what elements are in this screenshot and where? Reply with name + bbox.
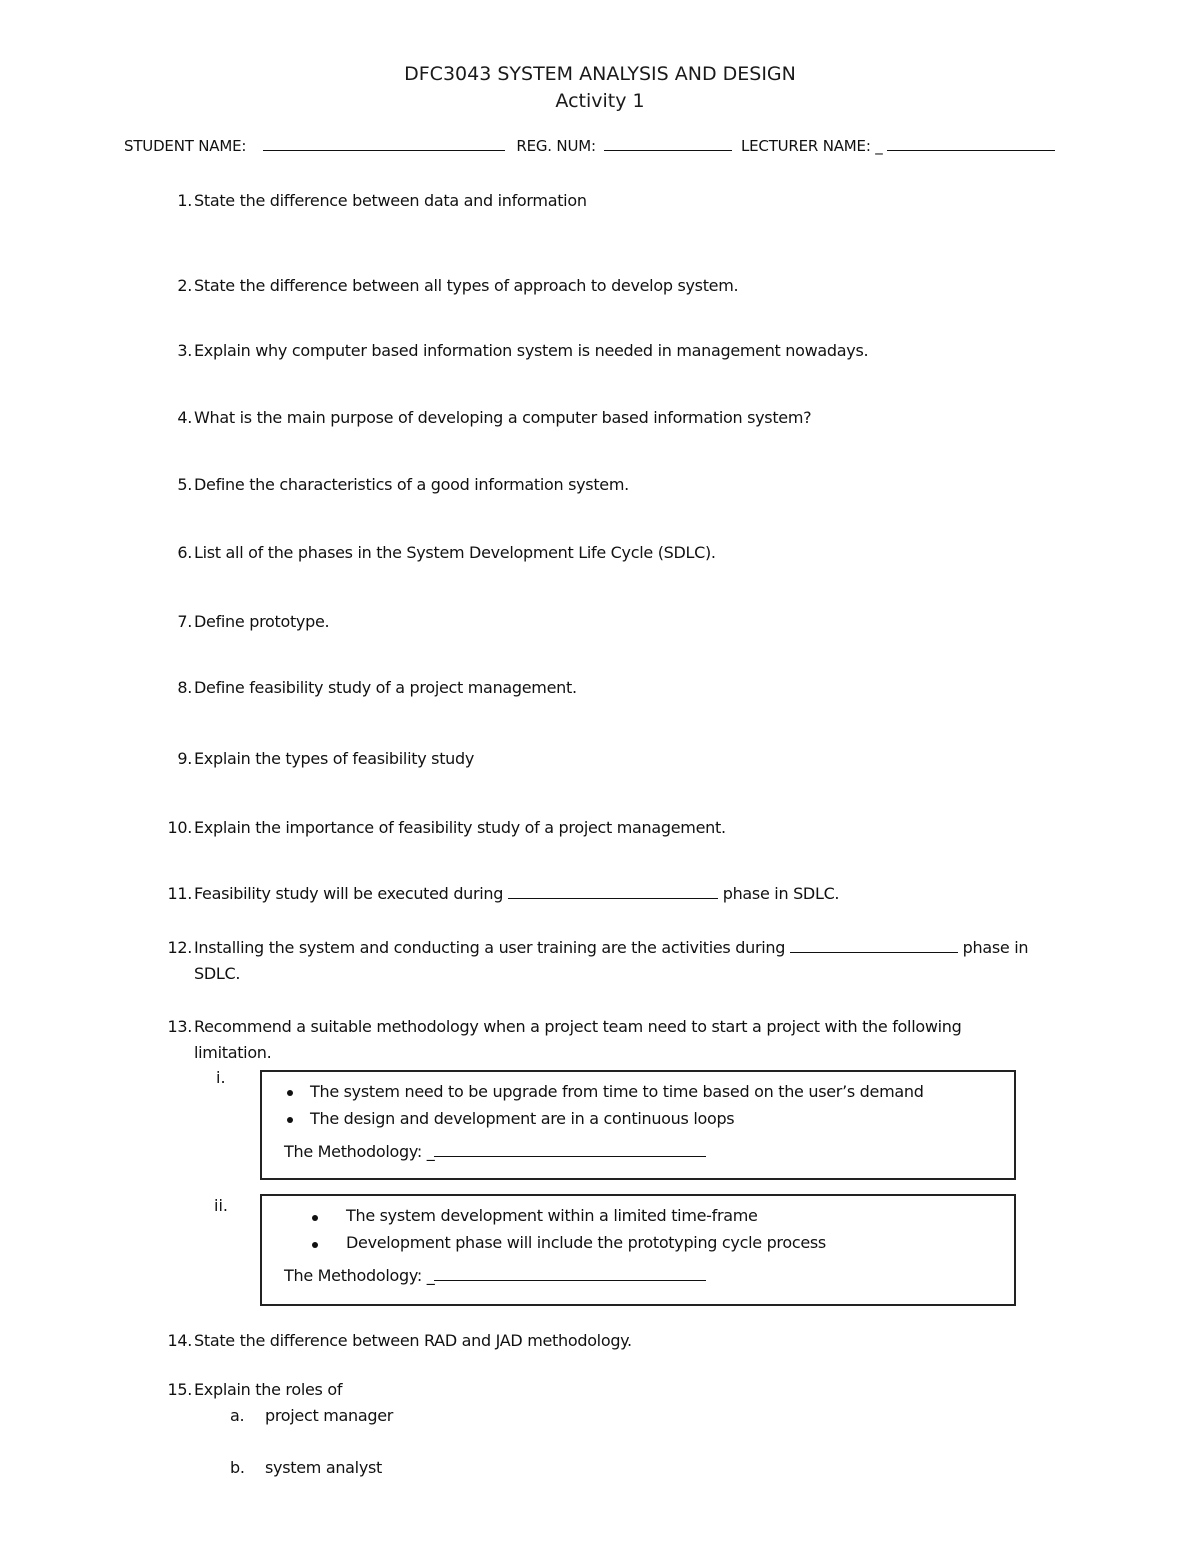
question-number: 5.: [177, 475, 192, 494]
question-number: 8.: [177, 678, 192, 697]
question-text: Explain why computer based information system is needed in management nowadays.: [194, 341, 869, 360]
bullet-icon: [287, 1117, 293, 1123]
subitem-letter: b.: [230, 1458, 245, 1477]
question-text: Explain the importance of feasibility study of a project management.: [194, 818, 726, 837]
bullet-item: Development phase will include the prototyping cycle process: [346, 1233, 826, 1252]
course-title: DFC3043 SYSTEM ANALYSIS AND DESIGN: [404, 63, 796, 85]
question-text: Define the characteristics of a good information system.: [194, 475, 629, 494]
question-text: Explain the types of feasibility study: [194, 749, 475, 768]
question-text: Recommend a suitable methodology when a project team need to start a project with the following: [194, 1017, 962, 1036]
question-text-after: phase in SDLC.: [722, 884, 840, 903]
question-text: Explain the roles of: [194, 1380, 343, 1399]
subpart-label-i: i.: [216, 1068, 226, 1087]
question-text: State the difference between data and information: [194, 191, 587, 210]
question-text: State the difference between all types of approach to develop system.: [194, 276, 739, 295]
methodology-box-ii: [260, 1194, 1016, 1306]
question-text-after: phase in: [962, 938, 1029, 957]
answer-blank[interactable]: [508, 884, 718, 899]
bullet-item: The system need to be upgrade from time to time based on the user’s demand: [310, 1082, 924, 1101]
question-number: 3.: [177, 341, 192, 360]
methodology-label: The Methodology: _: [284, 1266, 435, 1285]
reg-num-label: REG. NUM:: [516, 137, 596, 155]
question-text: What is the main purpose of developing a computer based information system?: [194, 408, 812, 427]
methodology-blank[interactable]: [434, 1142, 706, 1157]
subitem-text: system analyst: [265, 1458, 383, 1477]
question-number: 15.: [167, 1380, 192, 1399]
subitem-text: project manager: [265, 1406, 394, 1425]
answer-blank[interactable]: [790, 938, 958, 953]
question-number: 11.: [167, 884, 192, 903]
methodology-box-i: [260, 1070, 1016, 1180]
bullet-icon: [312, 1215, 318, 1221]
methodology-blank[interactable]: [434, 1266, 706, 1281]
question-text: List all of the phases in the System Development Life Cycle (SDLC).: [194, 543, 716, 562]
question-number: 12.: [167, 938, 192, 957]
question-text: State the difference between RAD and JAD methodology.: [194, 1331, 632, 1350]
methodology-label: The Methodology: _: [284, 1142, 435, 1161]
question-number: 13.: [167, 1017, 192, 1036]
bullet-icon: [287, 1090, 293, 1096]
question-text: Installing the system and conducting a user training are the activities during: [194, 938, 786, 957]
question-text: Feasibility study will be executed during: [194, 884, 504, 903]
bullet-item: The design and development are in a continuous loops: [310, 1109, 735, 1128]
question-text-line2: limitation.: [194, 1043, 272, 1062]
lecturer-name-label: LECTURER NAME: _: [740, 137, 883, 155]
question-number: 4.: [177, 408, 192, 427]
question-number: 6.: [177, 543, 192, 562]
question-number: 1.: [177, 191, 192, 210]
activity-title: Activity 1: [555, 90, 645, 112]
question-number: 2.: [177, 276, 192, 295]
question-number: 9.: [177, 749, 192, 768]
question-number: 7.: [177, 612, 192, 631]
lecturer-name-blank[interactable]: [887, 136, 1055, 151]
question-number: 14.: [167, 1331, 192, 1350]
subitem-letter: a.: [230, 1406, 245, 1425]
question-text: Define feasibility study of a project management.: [194, 678, 577, 697]
bullet-item: The system development within a limited time-frame: [346, 1206, 758, 1225]
question-number: 10.: [167, 818, 192, 837]
student-info-fields: [124, 136, 1114, 155]
student-name-blank[interactable]: [263, 136, 505, 151]
subpart-label-ii: ii.: [214, 1196, 228, 1215]
question-text: Define prototype.: [194, 612, 330, 631]
bullet-icon: [312, 1242, 318, 1248]
question-text-line2: SDLC.: [194, 964, 241, 983]
student-name-label: STUDENT NAME:: [124, 137, 247, 155]
reg-num-blank[interactable]: [604, 136, 732, 151]
